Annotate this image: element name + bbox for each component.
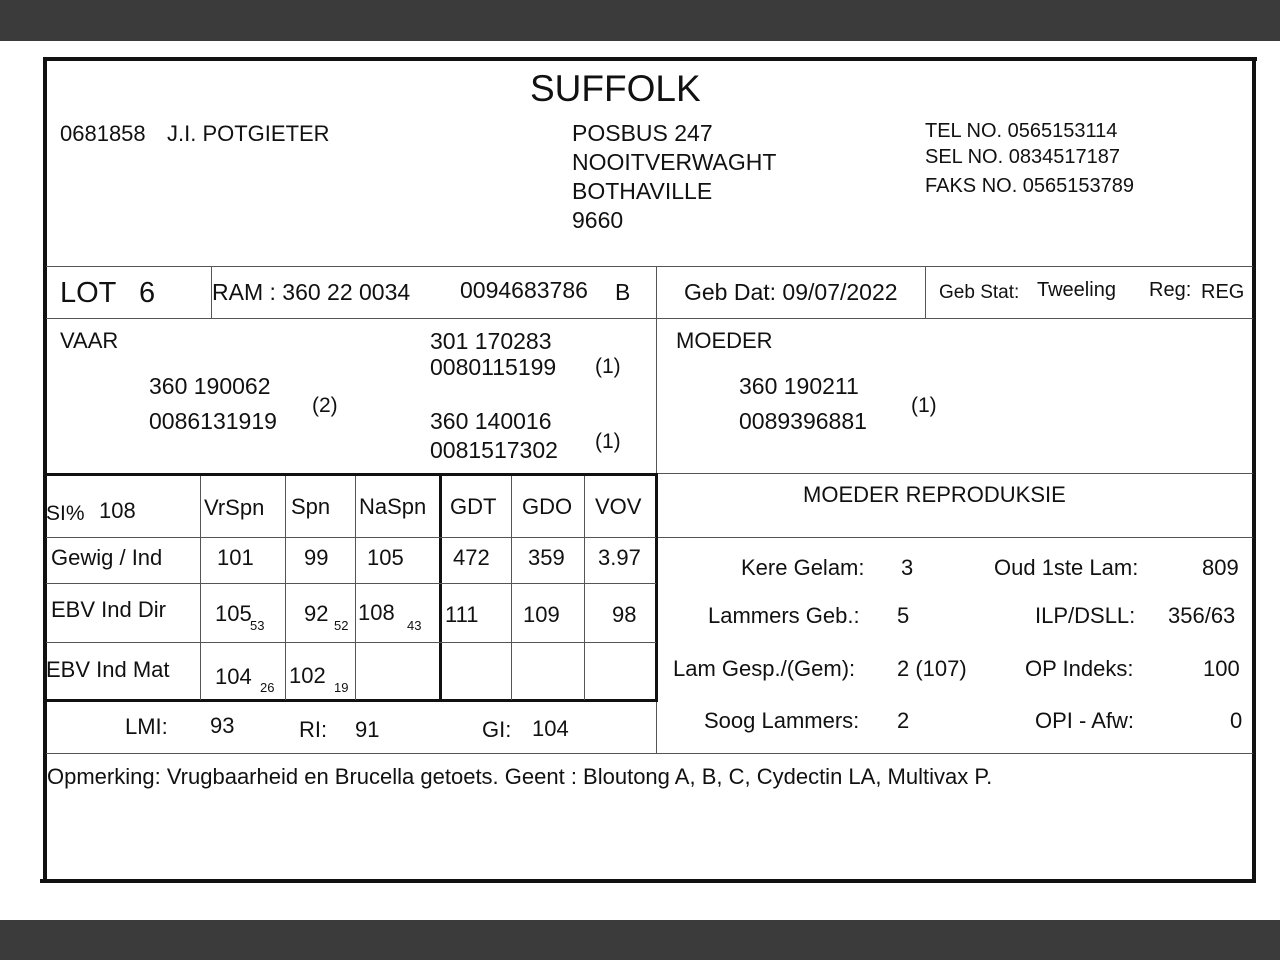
dam-id: 0089396881 — [739, 408, 867, 434]
opi-label: OPI - Afw: — [1035, 708, 1135, 733]
row3-label: EBV Ind Mat — [46, 657, 170, 682]
header-spn: Spn — [291, 494, 331, 519]
gesp-label: Lam Gesp./(Gem): — [673, 656, 856, 681]
row2-spn: 92 — [304, 601, 329, 626]
table-col-line-3 — [355, 476, 356, 700]
table-right-border — [655, 473, 658, 701]
granddam-count: (1) — [595, 430, 621, 453]
row3-vrspn-acc: 26 — [260, 680, 275, 695]
lammers-label: Lammers Geb.: — [708, 603, 860, 628]
reg-label: Reg: — [1149, 279, 1192, 301]
rule-lot-bottom — [46, 318, 1253, 319]
rule-pedigree-bottom — [656, 473, 1253, 474]
opi-value: 0 — [1230, 708, 1243, 733]
sire-label: VAAR — [60, 328, 119, 353]
bottom-dark-band — [0, 920, 1280, 960]
granddam-id: 0081517302 — [430, 437, 558, 463]
breed-title: SUFFOLK — [530, 68, 701, 109]
row2-spn-acc: 52 — [334, 618, 349, 633]
row1-label: Gewig / Ind — [51, 545, 163, 570]
birth-status-label: Geb Stat: — [939, 282, 1020, 303]
oud-value: 809 — [1202, 555, 1239, 580]
table-col-line-4 — [511, 476, 512, 700]
dam-count: (1) — [911, 394, 937, 417]
rule-header-bottom — [46, 266, 1253, 267]
ram-id: 0094683786 — [460, 277, 588, 303]
lammers-value: 5 — [897, 603, 910, 628]
row2-vov: 98 — [612, 602, 637, 627]
soog-value: 2 — [897, 708, 910, 733]
oud-label: Oud 1ste Lam: — [994, 555, 1139, 580]
row3-spn-acc: 19 — [334, 680, 349, 695]
kere-label: Kere Gelam: — [741, 555, 865, 580]
frame-left — [43, 57, 47, 883]
ilp-label: ILP/DSLL: — [1035, 603, 1136, 628]
row1-vov: 3.97 — [598, 545, 641, 570]
row2-gdt: 111 — [445, 602, 479, 627]
ilp-value: 356/63 — [1168, 603, 1236, 628]
table-col-line-5 — [584, 476, 585, 700]
ri-label: RI: — [299, 717, 328, 742]
row2-vrspn: 105 — [215, 601, 252, 626]
sire-count: (2) — [312, 394, 338, 417]
si-value: 108 — [99, 498, 136, 523]
grandsire-id: 0080115199 — [430, 354, 557, 380]
row1-vrspn: 101 — [217, 545, 254, 570]
rule-indices-bottom — [46, 753, 1253, 754]
dam-number: 360 190211 — [739, 373, 859, 399]
row3-spn: 102 — [289, 663, 326, 688]
frame-right — [1252, 57, 1256, 883]
lmi-label: LMI: — [125, 714, 168, 739]
row2-naspn-acc: 43 — [407, 618, 422, 633]
row1-spn: 99 — [304, 545, 329, 570]
owner-code: 0681858 — [60, 121, 146, 146]
sire-id: 0086131919 — [149, 408, 277, 434]
frame-top — [43, 57, 1257, 61]
granddam-number: 360 140016 — [430, 408, 552, 434]
gesp-value: 2 (107) — [897, 656, 967, 681]
birth-status-value: Tweeling — [1037, 279, 1116, 301]
row3-vrspn: 104 — [215, 664, 252, 689]
table-row-line-2 — [46, 583, 656, 584]
birth-date: Geb Dat: 09/07/2022 — [684, 279, 898, 305]
gi-value: 104 — [532, 716, 569, 741]
top-dark-band — [0, 0, 1280, 41]
grandsire-count: (1) — [595, 355, 621, 378]
owner-name: J.I. POTGIETER — [167, 121, 330, 146]
header-vrspn: VrSpn — [204, 495, 265, 520]
header-naspn: NaSpn — [359, 494, 427, 519]
header-vov: VOV — [595, 494, 642, 519]
kere-value: 3 — [901, 555, 914, 580]
row1-naspn: 105 — [367, 545, 404, 570]
row2-naspn: 108 — [358, 600, 395, 625]
table-group-divider — [439, 473, 442, 701]
row1-gdt: 472 — [453, 545, 490, 570]
table-col-line-2 — [285, 476, 286, 700]
lmi-value: 93 — [210, 713, 235, 738]
row2-gdo: 109 — [523, 602, 560, 627]
row2-label: EBV Ind Dir — [51, 597, 166, 622]
address-line-4: 9660 — [572, 207, 624, 233]
op-value: 100 — [1203, 656, 1240, 681]
lot-label: LOT — [60, 277, 117, 309]
si-label: SI% — [46, 502, 85, 525]
sel-number: SEL NO. 0834517187 — [925, 146, 1120, 168]
row2-vrspn-acc: 53 — [250, 618, 265, 633]
row1-gdo: 359 — [528, 545, 565, 570]
grandsire-number: 301 170283 — [430, 328, 552, 354]
frame-bottom — [40, 879, 1256, 883]
ram-grade: B — [615, 279, 631, 305]
header-gdo: GDO — [522, 494, 573, 519]
tel-number: TEL NO. 0565153114 — [925, 120, 1118, 142]
address-line-1: POSBUS 247 — [572, 120, 713, 146]
op-label: OP Indeks: — [1025, 656, 1134, 681]
gi-label: GI: — [482, 717, 512, 742]
sire-number: 360 190062 — [149, 373, 271, 399]
ri-value: 91 — [355, 717, 380, 742]
table-row-line-3 — [46, 642, 656, 643]
rule-repro-title-bottom — [656, 537, 1253, 538]
table-row-line-1 — [46, 537, 656, 538]
reg-value: REG — [1201, 281, 1245, 303]
ram-label: RAM : 360 22 0034 — [212, 279, 411, 305]
rule-geb-divider — [925, 267, 926, 318]
faks-number: FAKS NO. 0565153789 — [925, 175, 1135, 197]
dam-label: MOEDER — [676, 328, 773, 353]
repro-title: MOEDER REPRODUKSIE — [803, 482, 1066, 507]
address-line-3: BOTHAVILLE — [572, 178, 713, 204]
address-line-2: NOOITVERWAGHT — [572, 149, 777, 175]
header-gdt: GDT — [450, 494, 497, 519]
table-bottom-border — [45, 699, 658, 702]
table-col-line-1 — [200, 476, 201, 700]
lot-number: 6 — [139, 277, 156, 309]
soog-label: Soog Lammers: — [704, 708, 860, 733]
remark: Opmerking: Vrugbaarheid en Brucella getoets. Geent : Bloutong A, B, C, Cydectin LA, Multivax P. — [47, 764, 993, 789]
table-top-border — [45, 473, 658, 476]
